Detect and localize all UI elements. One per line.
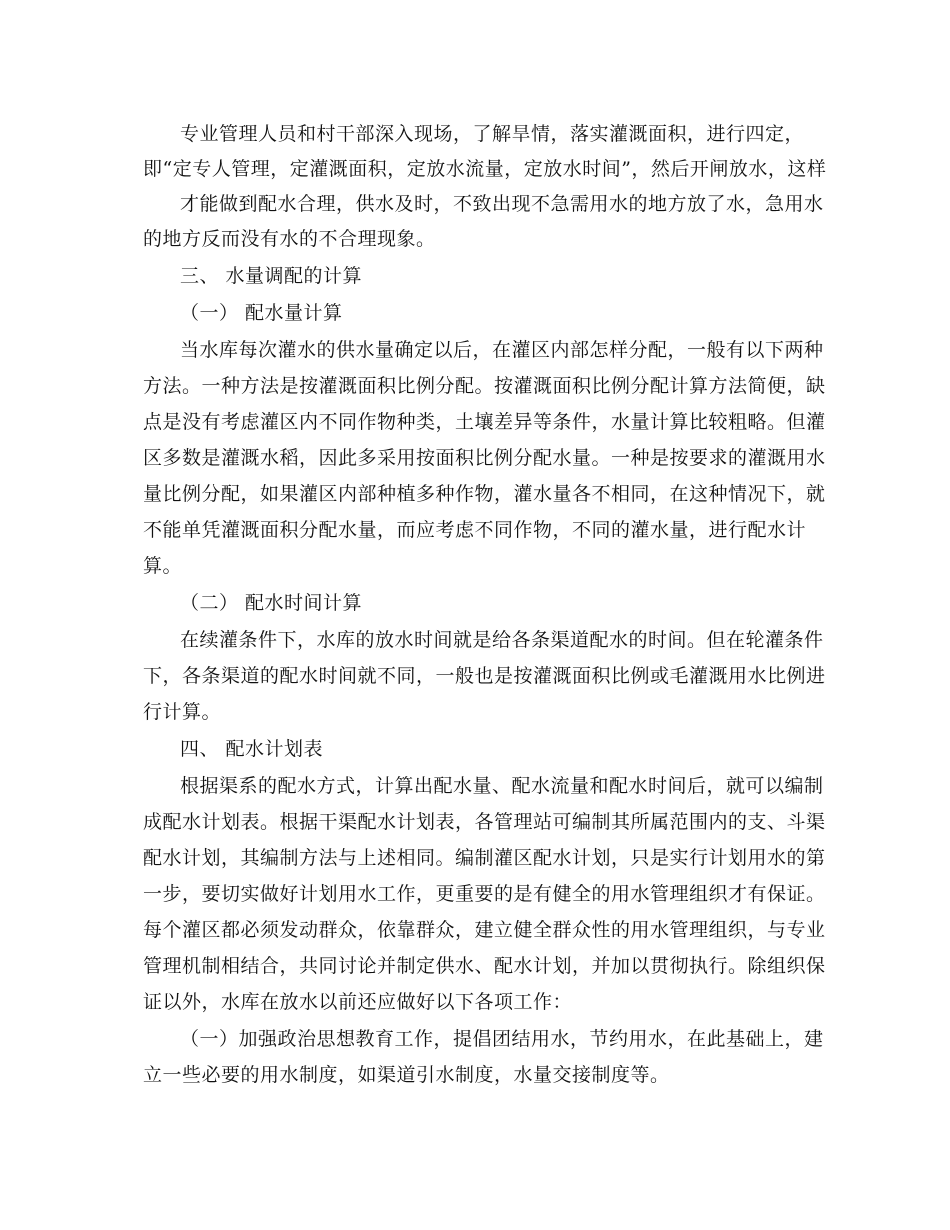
section-heading: 三、 水量调配的计算 (180, 265, 363, 287)
text-line: 成配水计划表。根据干渠配水计划表，各管理站可编制其所属范围内的支、斗渠 (143, 811, 826, 833)
text-line: 每个灌区都必须发动群众，依靠群众，建立健全群众性的用水管理组织，与专业 (143, 919, 826, 941)
text-line: 在续灌条件下，水库的放水时间就是给各条渠道配水的时间。但在轮灌条件 (180, 629, 824, 651)
text-line: 下，各条渠道的配水时间就不同，一般也是按灌溉面积比例或毛灌溉用水比例进 (143, 665, 826, 687)
text-line: 量比例分配，如果灌区内部种植多种作物，灌水量各不相同，在这种情况下，就 (143, 483, 826, 505)
text-line: 配水计划，其编制方法与上述相同。编制灌区配水计划，只是实行计划用水的第 (143, 847, 826, 869)
text-line: 才能做到配水合理，供水及时，不致出现不急需用水的地方放了水，急用水 (180, 193, 824, 215)
text-line: 的地方反而没有水的不合理现象。 (143, 228, 436, 250)
text-line: 一步，要切实做好计划用水工作，更重要的是有健全的用水管理组织才有保证。 (143, 883, 826, 905)
text-line: 专业管理人员和村干部深入现场，了解旱情，落实灌溉面积，进行四定， (180, 123, 805, 145)
text-line: 算。 (143, 555, 183, 577)
text-line: 管理机制相结合，共同讨论并制定供水、配水计划，并加以贯彻执行。除组织保 (143, 955, 826, 977)
text-line: （一）加强政治思想教育工作，提倡团结用水，节约用水，在此基础上，建 (180, 1028, 824, 1050)
text-line: 根据渠系的配水方式，计算出配水量、配水流量和配水时间后，就可以编制 (180, 775, 824, 797)
text-line: 行计算。 (143, 701, 222, 723)
text-line: 当水库每次灌水的供水量确定以后，在灌区内部怎样分配，一般有以下两种 (180, 339, 824, 361)
text-line: 立一些必要的用水制度，如渠道引水制度，水量交接制度等。 (143, 1064, 670, 1086)
subsection-heading: （一） 配水量计算 (180, 302, 343, 324)
text-line: 证以外，水库在放水以前还应做好以下各项工作： (143, 991, 573, 1013)
text-line: 不能单凭灌溉面积分配水量，而应考虑不同作物，不同的灌水量，进行配水计 (143, 519, 807, 541)
subsection-heading: （二） 配水时间计算 (180, 592, 363, 614)
text-line: 区多数是灌溉水稻，因此多采用按面积比例分配水量。一种是按要求的灌溉用水 (143, 447, 826, 469)
text-line: 方法。一种方法是按灌溉面积比例分配。按灌溉面积比例分配计算方法简便，缺 (143, 375, 826, 397)
text-line: 即“定专人管理，定灌溉面积，定放水流量，定放水时间”，然后开闸放水，这样 (143, 158, 827, 180)
text-line: 点是没有考虑灌区内不同作物种类，土壤差异等条件，水量计算比较粗略。但灌 (143, 411, 826, 433)
section-heading: 四、 配水计划表 (180, 738, 324, 760)
